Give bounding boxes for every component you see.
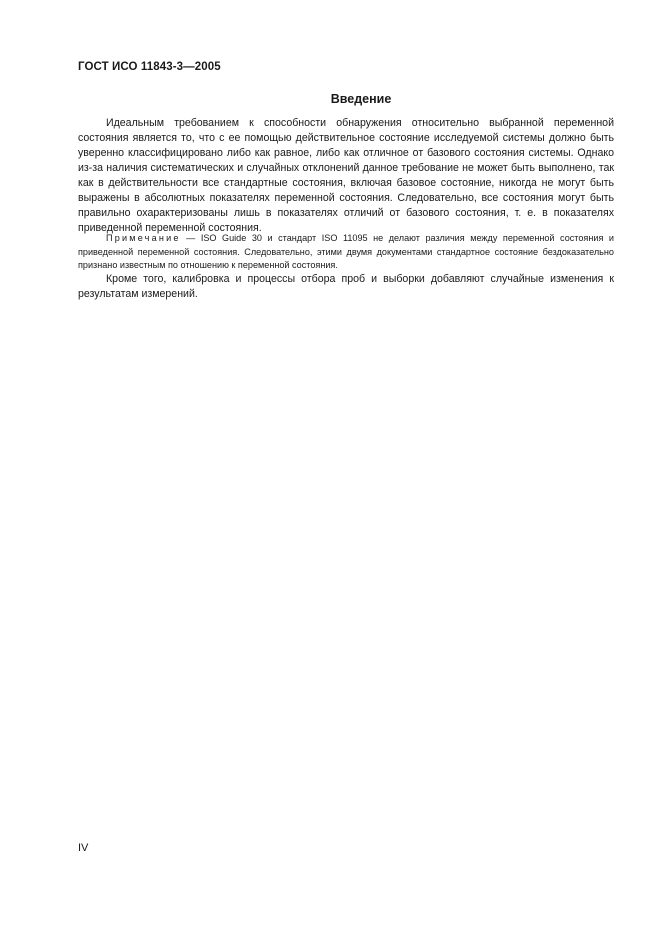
intro-paragraph-1: Идеальным требованием к способности обнаружения относительно выбранной переменной состояния является то, что с ее помощью действительное состояние исследуемой системы должно быть уверенно классифицировано либо как равное, либо как отличное от базового состояния системы. Однако из-за наличия систематических и случайных отклонений данное требование не может быть выполнено, так как в действительности все стандартные состояния, включая базовое состояние, никогда не могут быть выражены в абсолютных показателях переменной состояния. Следовательно, все состояния могут быть правильно охарактеризованы лишь в показателях отличий от базового состояния, т. е. в показателях приведенной переменной состояния. [78, 117, 614, 235]
intro-paragraph-2: Кроме того, калибровка и процессы отбора проб и выборки добавляют случайные изменения к результатам измерений. [78, 273, 614, 301]
note-block [78, 232, 614, 273]
note-dash: — [180, 233, 201, 243]
document-header: ГОСТ ИСО 11843-3—2005 [78, 61, 221, 73]
page-number: IV [78, 842, 89, 854]
note-label: Примечание [106, 233, 181, 243]
note-text: ISO Guide 30 и стандарт ISO 11095 не делают различия между переменной состояния и приведенной переменной состояния. Следовательно, этими двумя документами стандартное состояние бездоказательно признано известным по отношению к переменной состояния. [78, 233, 614, 270]
section-title: Введение [330, 92, 392, 106]
